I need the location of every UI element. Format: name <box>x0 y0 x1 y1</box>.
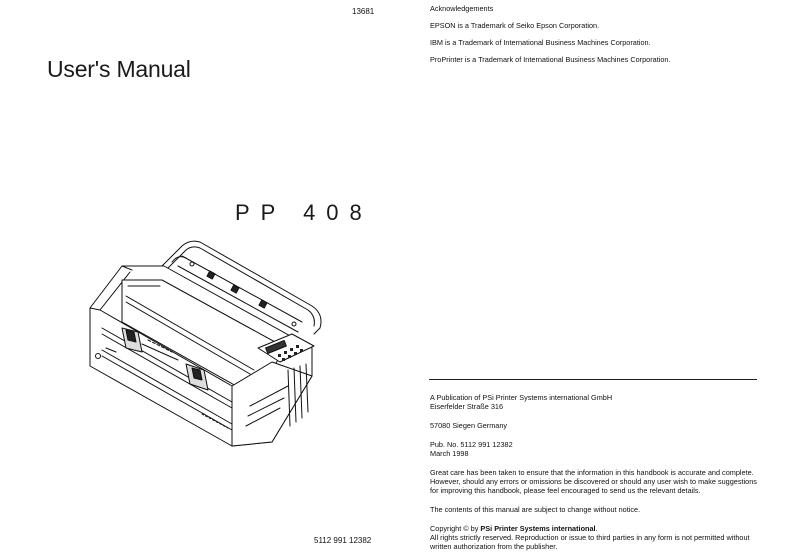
publisher-street: Eiserfelder Straße 316 <box>430 402 504 411</box>
printer-icon <box>82 236 332 456</box>
disclaimer-line: Great care has been taken to ensure that the information in this handbook is accurate and complete. <box>430 468 754 477</box>
copyright-line <box>430 524 757 533</box>
copyright-owner: PSi Printer Systems international <box>480 524 596 533</box>
copyright-prefix: Copyright © by <box>430 524 481 533</box>
trademark-proprinter: ProPrinter is a Trademark of International Business Machines Corporation. <box>430 55 671 64</box>
acknowledgements-section <box>430 4 671 70</box>
model-name: PP 408 <box>235 200 373 225</box>
document-number: 13681 <box>352 7 375 16</box>
acknowledgements-heading: Acknowledgements <box>430 4 494 13</box>
copyright-suffix: . <box>595 524 598 533</box>
rights-line: written authorization from the publisher. <box>430 542 558 551</box>
publication-date: March 1998 <box>430 449 469 458</box>
publisher-name: A Publication of PSi Printer Systems international GmbH <box>430 393 613 402</box>
publication-number: Pub. No. 5112 991 12382 <box>430 440 513 449</box>
divider <box>429 379 757 380</box>
right-page <box>404 0 808 556</box>
trademark-ibm: IBM is a Trademark of International Business Machines Corporation. <box>430 38 651 47</box>
trademark-epson: EPSON is a Trademark of Seiko Epson Corporation. <box>430 21 600 30</box>
footer-part-number: 5112 991 12382 <box>314 536 372 545</box>
publisher-city: 57080 Siegen Germany <box>430 421 508 430</box>
publisher-section <box>430 393 757 551</box>
disclaimer-line: However, should any errors or omissions be discovered or should any user wish to make suggestions <box>430 477 757 486</box>
change-notice: The contents of this manual are subject to change without notice. <box>430 505 641 514</box>
manual-title: User's Manual <box>47 56 191 82</box>
disclaimer-line: for improving this handbook, please feel encouraged to send us the relevant details. <box>430 486 701 495</box>
rights-line: All rights strictly reserved. Reproduction or issue to third parties in any form is not permitted without <box>430 533 750 542</box>
